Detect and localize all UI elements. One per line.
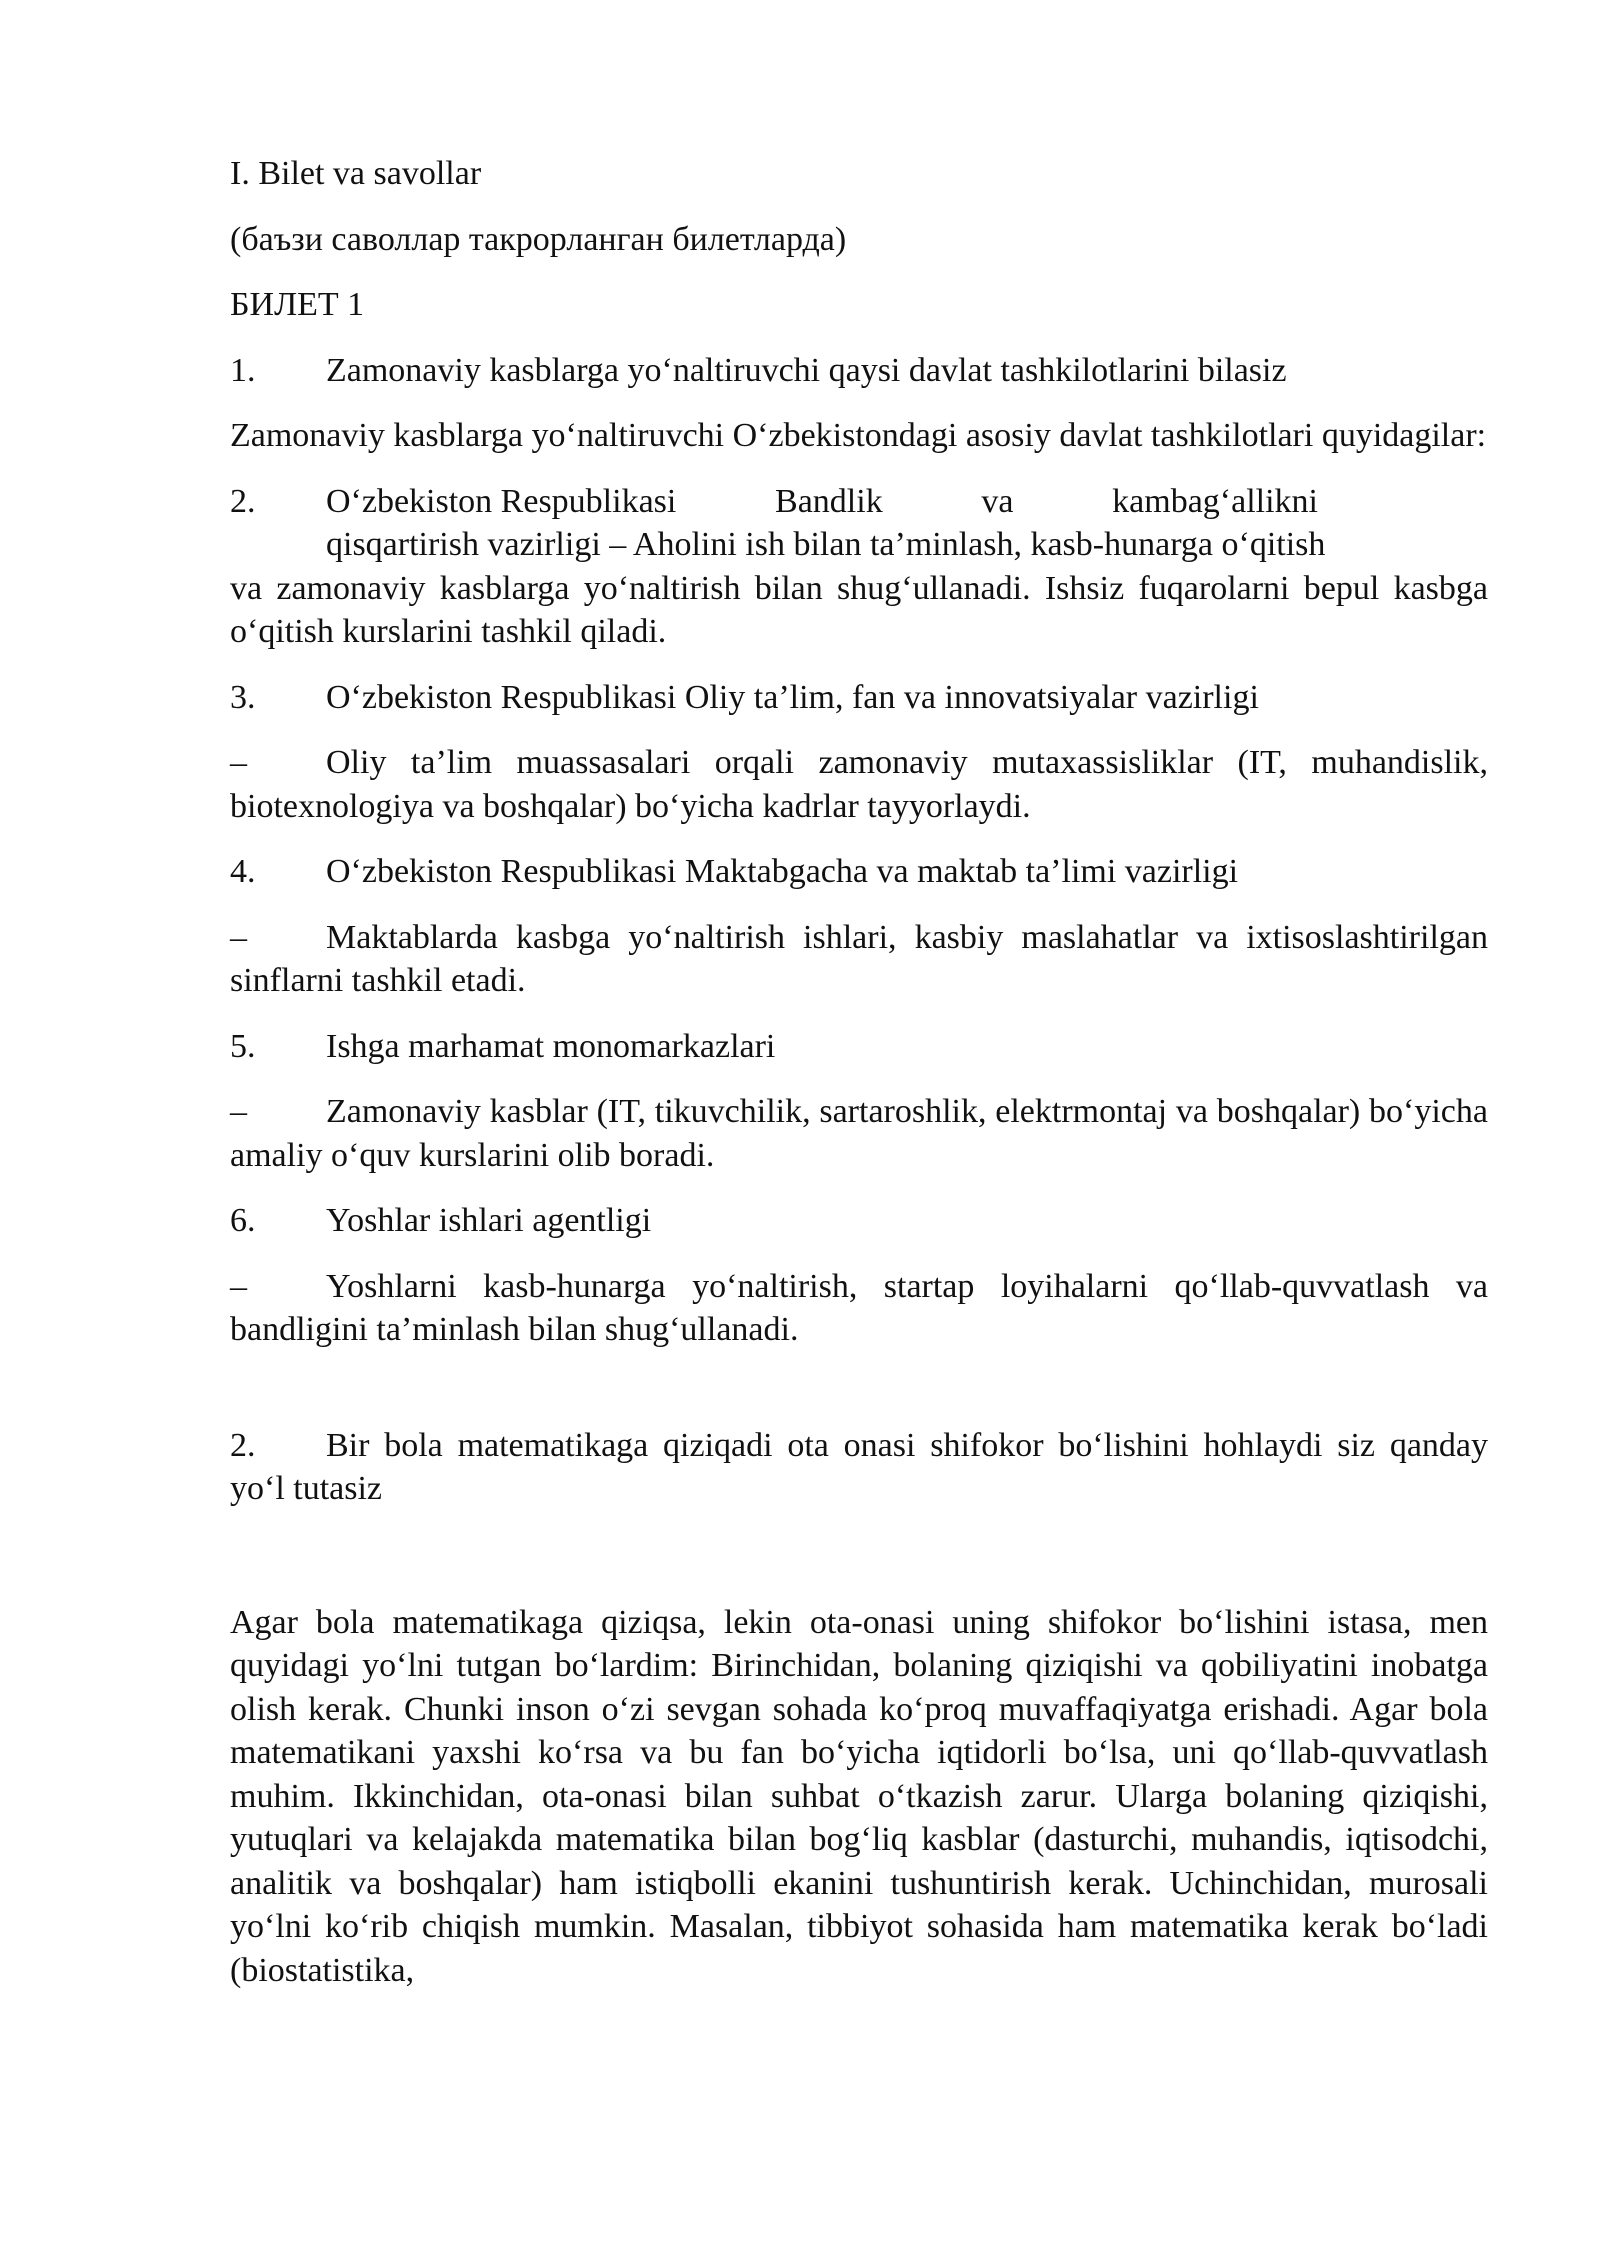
organization-3-description	[230, 741, 1488, 828]
answer-2-paragraph: Agar bola matematikaga qiziqsa, lekin ota-onasi uning shifokor bo‘lishini istasa, men quyidagi yo‘lni tutgan bo‘lardim: Birinchidan, bolaning qiziqishi va qobiliyatini inobatga olish kerak. Chunki inson o‘zi sevgan sohada ko‘proq muvaffaqiyatga erishadi. Agar bola matematikani yaxshi ko‘rsa va bu fan bo‘yicha iqtidorli bo‘lsa, uni qo‘llab-quvvatlash muhim. Ikkinchidan, ota-onasi bilan suhbat o‘tkazish zarur. Ularga bolaning qiziqishi, yutuqlari va kelajakda matematika bilan bog‘liq kasblar (dasturchi, muhandis, iqtisodchi, analitik va boshqalar) ham istiqbolli ekanini tushuntirish kerak. Uchinchidan, murosali yo‘lni ko‘rib chiqish mumkin. Masalan, tibbiyot sohasida ham matematika kerak bo‘ladi (biostatistika,	[230, 1603, 1488, 1989]
organization-2-continuation: qisqartirish vazirligi – Aholini ish bilan ta’minlash, kasb-hunarga o‘qitish	[326, 526, 1326, 563]
organization-6-description	[230, 1265, 1488, 1352]
organization-5-description	[230, 1090, 1488, 1177]
question-1	[230, 349, 1488, 393]
organization-5-title: Ishga marhamat monomarkazlari	[326, 1027, 776, 1065]
ticket-title: БИЛЕТ 1	[230, 286, 365, 323]
organization-4-title: O‘zbekiston Respublikasi Maktabgacha va maktab ta’limi vazirligi	[326, 853, 1239, 890]
dash-marker: –	[230, 918, 247, 956]
dash-marker: –	[230, 744, 247, 781]
question-2	[230, 1424, 1488, 1511]
organization-3	[230, 676, 1488, 720]
organization-6-title: Yoshlar ishlari agentligi	[326, 1202, 652, 1239]
organization-4-number: 4.	[230, 853, 256, 890]
spacer	[230, 1533, 1488, 1601]
dash-marker: –	[230, 1093, 247, 1130]
organization-4-description-text: Maktablarda kasbga yo‘naltirish ishlari, kasbiy maslahatlar va ixtisoslashtirilgan sinflarni tashkil etadi.	[230, 918, 1488, 999]
organization-2-word-3: va	[981, 482, 1014, 520]
spacer	[230, 1374, 1488, 1424]
organization-6-description-text: Yoshlarni kasb-hunarga yo‘naltirish, startap loyihalarni qo‘llab-quvvatlash va bandligini ta’minlash bilan shug‘ullanadi.	[230, 1267, 1488, 1348]
question-2-number: 2.	[230, 1426, 256, 1464]
organization-2-description: va zamonaviy kasblarga yo‘naltirish bilan shug‘ullanadi. Ishsiz fuqarolarni bepul kasbga o‘qitish kurslarini tashkil qiladi.	[230, 569, 1488, 650]
document-heading: I. Bilet va savollar	[230, 155, 482, 192]
question-1-text: Zamonaviy kasblarga yo‘naltiruvchi qaysi davlat tashkilotlarini bilasiz	[326, 351, 1287, 389]
dash-marker: –	[230, 1267, 247, 1305]
organization-2-word-4: kambag‘allikni	[1112, 482, 1318, 520]
organization-2	[230, 480, 1488, 654]
organization-3-description-text: Oliy ta’lim muassasalari orqali zamonaviy mutaxassisliklar (IT, muhandislik, biotexnologiya va boshqalar) bo‘yicha kadrlar tayyorlaydi.	[230, 744, 1488, 825]
organization-2-word-1: O‘zbekiston Respublikasi	[326, 482, 677, 520]
organization-5	[230, 1025, 1488, 1069]
organization-3-number: 3.	[230, 678, 256, 716]
organization-2-number: 2.	[230, 482, 256, 520]
organization-4	[230, 850, 1488, 894]
organization-6-number: 6.	[230, 1202, 256, 1239]
organization-5-description-text: Zamonaviy kasblar (IT, tikuvchilik, sartaroshlik, elektrmontaj va boshqalar) bo‘yicha amaliy o‘quv kurslarini olib boradi.	[230, 1093, 1488, 1174]
question-1-number: 1.	[230, 351, 256, 389]
document-page	[230, 152, 1488, 2014]
organization-2-word-2: Bandlik	[775, 482, 883, 520]
answer-1-intro: Zamonaviy kasblarga yo‘naltiruvchi O‘zbekistondagi asosiy davlat tashkilotlari quyidagilar:	[230, 417, 1487, 454]
document-subheading: (баъзи саволлар такрорланган билетларда)	[230, 220, 847, 258]
organization-5-number: 5.	[230, 1027, 256, 1065]
question-2-text: Bir bola matematikaga qiziqadi ota onasi shifokor bo‘lishini hohlaydi siz qanday yo‘l tutasiz	[230, 1426, 1488, 1507]
organization-4-description	[230, 916, 1488, 1003]
organization-6	[230, 1199, 1488, 1243]
organization-3-title: O‘zbekiston Respublikasi Oliy ta’lim, fan va innovatsiyalar vazirligi	[326, 678, 1259, 716]
